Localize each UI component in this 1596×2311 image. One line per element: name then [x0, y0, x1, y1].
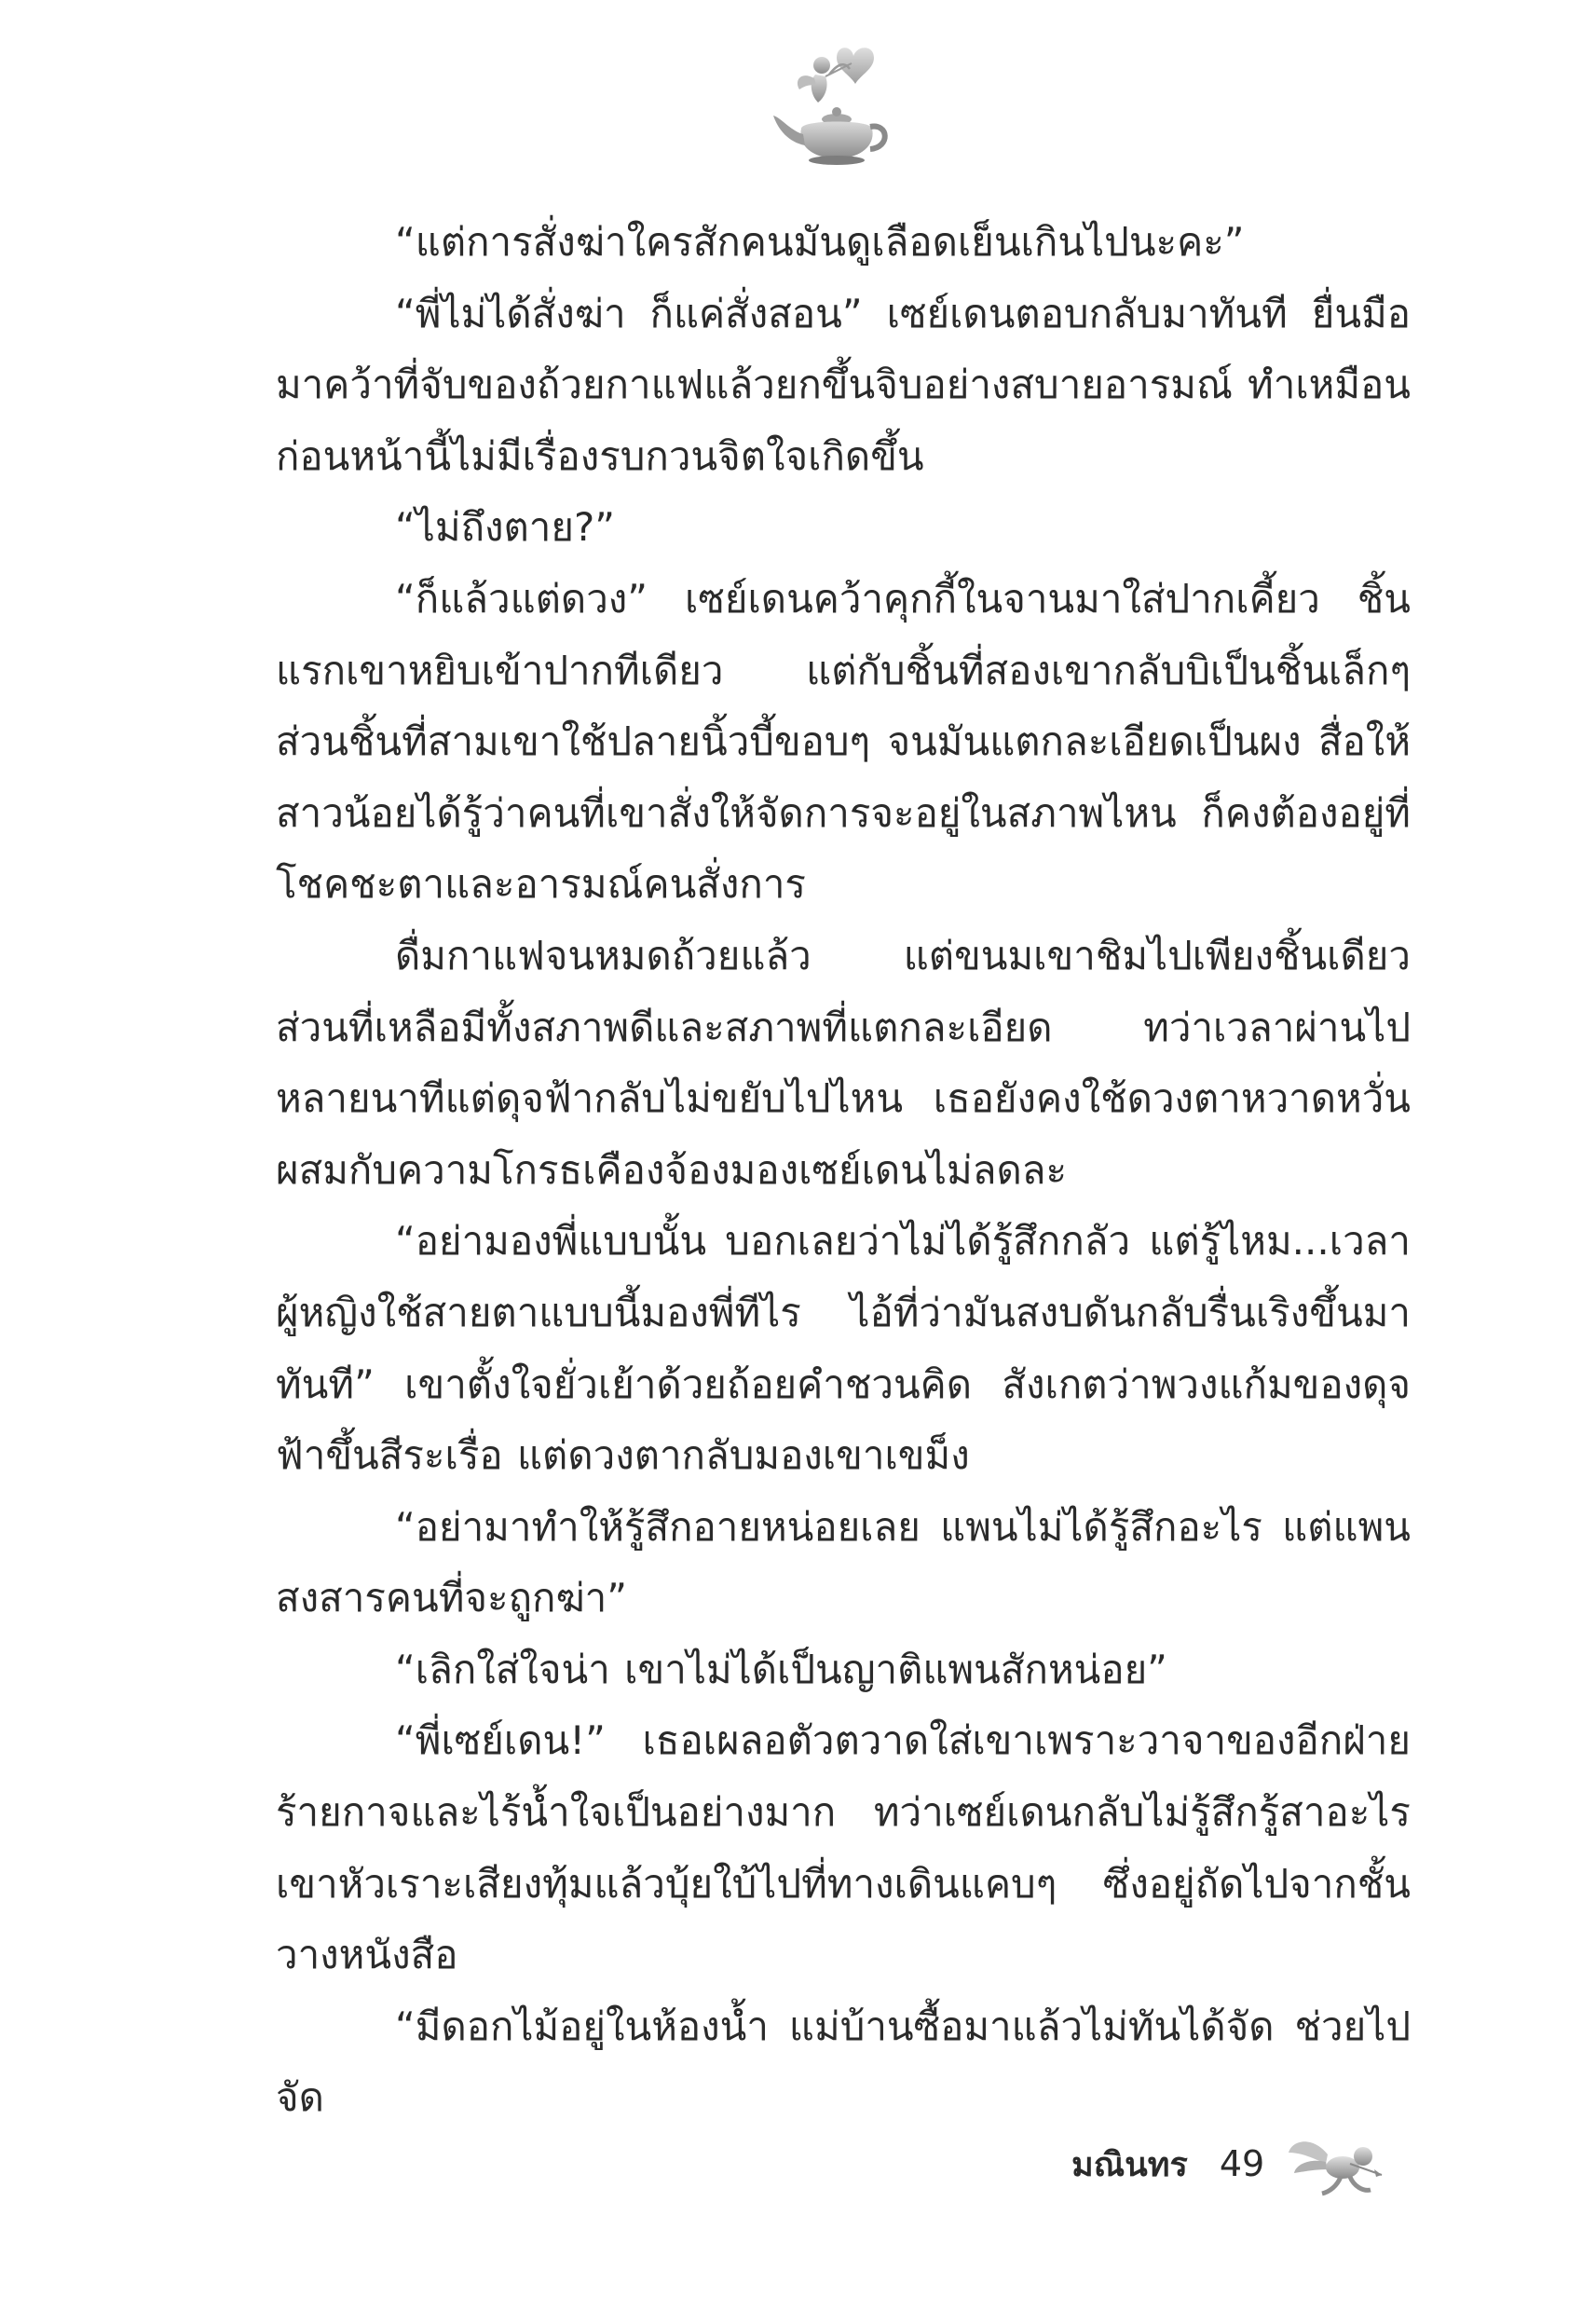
paragraph-2: “พี่ไม่ได้สั่งฆ่า ก็แค่สั่งสอน” เซย์เดนตอบกลับมาทันที ยื่นมือมาคว้าที่จับของถ้วยกาแฟแล้วยกขึ้นจิบอย่างสบายอารมณ์ ทำเหมือนก่อนหน้านี้ไม่มีเรื่องรบกวนจิตใจเกิดขึ้น — [276, 290, 1411, 479]
paragraph-3: “ไม่ถึงตาย?” — [395, 504, 616, 551]
paragraph-8: “เลิกใส่ใจน่า เขาไม่ได้เป็นญาติแพนสักหน่อย” — [395, 1646, 1167, 1692]
paragraph-9: “พี่เซย์เดน!” เธอเผลอตัวตวาดใส่เขาเพราะวาจาของอีกฝ่ายร้ายกาจและไร้น้ำใจเป็นอย่างมาก ทว่าเซย์เดนกลับไม่รู้สึกรู้สาอะไร เขาหัวเราะเสียงทุ้มแล้วบุ้ยใบ้ไปที่ทางเดินแคบๆ ซึ่งอยู่ถัดไปจากชั้นวางหนังสือ — [276, 1717, 1411, 1978]
paragraph-10: “มีดอกไม้อยู่ในห้องน้ำ แม่บ้านซื้อมาแล้วไม่ทันได้จัด ช่วยไปจัด — [276, 2003, 1411, 2121]
paragraph-1: “แต่การสั่งฆ่าใครสักคนมันดูเลือดเย็นเกินไปนะคะ” — [395, 219, 1245, 265]
paragraph-7: “อย่ามาทำให้รู้สึกอายหน่อยเลย แพนไม่ได้รู้สึกอะไร แต่แพนสงสารคนที่จะถูกฆ่า” — [276, 1503, 1411, 1621]
teapot-cupid-icon — [764, 37, 904, 177]
page-footer — [1071, 2126, 1387, 2201]
page-number: 49 — [1219, 2143, 1265, 2184]
body-text — [276, 207, 1411, 2134]
cupid-icon — [1285, 2126, 1387, 2201]
paragraph-5: ดื่มกาแฟจนหมดถ้วยแล้ว แต่ขนมเขาชิมไปเพียงชิ้นเดียว ส่วนที่เหลือมีทั้งสภาพดีและสภาพที่แตกละเอียด ทว่าเวลาผ่านไปหลายนาทีแต่ดุจฟ้ากลับไม่ขยับไปไหน เธอยังคงใช้ดวงตาหวาดหวั่นผสมกับความโกรธเคืองจ้องมองเซย์เดนไม่ลดละ — [276, 932, 1411, 1193]
paragraph-6: “อย่ามองพี่แบบนั้น บอกเลยว่าไม่ได้รู้สึกกลัว แต่รู้ไหม...เวลาผู้หญิงใช้สายตาแบบนี้มองพี่ทีไร ไอ้ที่ว่ามันสงบดันกลับรื่นเริงขึ้นมาทันที” เขาตั้งใจยั่วเย้าด้วยถ้อยคำชวนคิด สังเกตว่าพวงแก้มของดุจฟ้าขึ้นสีระเรื่อ แต่ดวงตากลับมองเขาเขม็ง — [276, 1218, 1411, 1479]
paragraph-4: “ก็แล้วแต่ดวง” เซย์เดนคว้าคุกกี้ในจานมาใส่ปากเคี้ยว ชิ้นแรกเขาหยิบเข้าปากทีเดียว แต่กับชิ้นที่สองเขากลับบิเป็นชิ้นเล็กๆ ส่วนชิ้นที่สามเขาใช้ปลายนิ้วบี้ขอบๆ จนมันแตกละเอียดเป็นผง สื่อให้สาวน้อยได้รู้ว่าคนที่เขาสั่งให้จัดการจะอยู่ในสภาพไหน ก็คงต้องอยู่ที่โชคชะตาและอารมณ์คนสั่งการ — [276, 575, 1411, 908]
footer-author: มณินทร — [1071, 2145, 1188, 2184]
